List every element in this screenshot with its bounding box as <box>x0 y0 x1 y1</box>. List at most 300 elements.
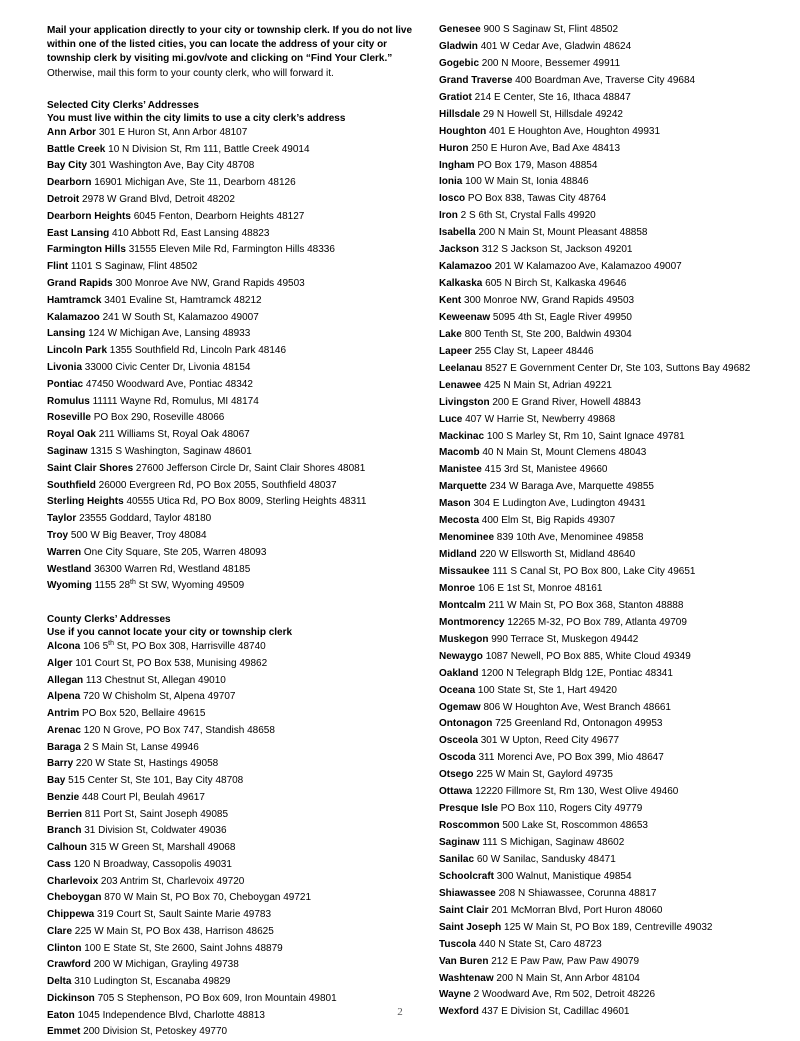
clerk-entry <box>47 924 419 941</box>
clerk-entry <box>439 733 791 750</box>
clerk-entry <box>47 756 419 773</box>
entry-address: 120 N Broadway, Cassopolis 49031 <box>73 858 232 870</box>
entry-name: Dearborn <box>47 177 92 189</box>
clerk-entry <box>47 410 419 427</box>
entry-name: Bay <box>47 775 66 787</box>
entry-name: Cass <box>47 858 71 870</box>
entry-name: Bay City <box>47 160 88 172</box>
entry-name: Houghton <box>439 125 487 137</box>
entry-name: Grand Traverse <box>439 74 513 86</box>
entry-address-part: St, PO Box 308, Harrisville 48740 <box>114 641 266 653</box>
clerk-entry <box>47 790 419 807</box>
entry-name: Alpena <box>47 691 81 703</box>
entry-address: 120 N Grove, PO Box 747, Standish 48658 <box>83 724 275 736</box>
entry-name: Benzie <box>47 791 80 803</box>
clerk-entry <box>47 890 419 907</box>
entry-name: Dearborn Heights <box>47 210 131 222</box>
entry-address: 234 W Baraga Ave, Marquette 49855 <box>489 481 654 493</box>
entry-name: Monroe <box>439 582 476 594</box>
intro-bold-text: Mail your application directly to your city or township clerk. If you do not live within one of the listed cities, you can locate the address of your city or township clerk by visiting mi.gov/vote and clicking on “Find Your Clerk.” <box>47 25 413 65</box>
entry-address: 401 E Houghton Ave, Houghton 49931 <box>488 125 661 137</box>
intro-paragraph <box>47 24 419 81</box>
entry-address: 40 N Main St, Mount Clemens 48043 <box>482 447 647 459</box>
clerk-entry <box>439 700 791 717</box>
clerk-entry <box>439 716 791 733</box>
entry-address-superscript: th <box>130 579 136 587</box>
entry-address: 225 W Main St, PO Box 438, Harrison 48625 <box>74 925 274 937</box>
clerk-entry <box>439 56 791 73</box>
entry-name: Gratiot <box>439 91 472 103</box>
entry-address: 400 Elm St, Big Rapids 49307 <box>481 515 616 527</box>
entry-name: Shiawassee <box>439 887 496 899</box>
entry-name: Romulus <box>47 395 90 407</box>
clerk-entry <box>47 427 419 444</box>
entry-name: Saginaw <box>439 837 480 848</box>
entry-address: 36300 Warren Rd, Westland 48185 <box>94 563 251 575</box>
entry-address: 500 Lake St, Roscommon 48653 <box>502 820 648 832</box>
entry-address: 1315 S Washington, Saginaw 48601 <box>90 445 252 457</box>
entry-address: 200 N Main St, Mount Pleasant 48858 <box>478 227 648 239</box>
entry-name: Sterling Heights <box>47 496 124 508</box>
clerk-entry <box>439 632 791 649</box>
clerk-entry <box>47 941 419 958</box>
entry-name: Oscoda <box>439 752 476 764</box>
entry-name: Van Buren <box>439 955 489 967</box>
entry-address: 106 E 1st St, Monroe 48161 <box>477 582 603 594</box>
entry-name: Newaygo <box>439 650 483 662</box>
clerk-entry <box>439 496 791 513</box>
entry-name: Emmet <box>47 1026 81 1038</box>
entry-address: 211 Williams St, Royal Oak 48067 <box>98 429 250 441</box>
entry-address: 311 Morenci Ave, PO Box 399, Mio 48647 <box>478 752 664 764</box>
clerk-entry <box>439 835 791 852</box>
clerk-entry <box>439 191 791 208</box>
clerk-entry <box>47 823 419 840</box>
entry-name: Manistee <box>439 464 482 476</box>
entry-address: 811 Port St, Saint Joseph 49085 <box>84 808 229 820</box>
clerk-entry <box>439 395 791 412</box>
entry-name: Livingston <box>439 396 490 408</box>
entry-name: Chippewa <box>47 909 95 921</box>
entry-address: 27600 Jefferson Circle Dr, Saint Clair Shores 48081 <box>135 462 366 474</box>
clerk-entry <box>47 874 419 891</box>
entry-address: 415 3rd St, Manistee 49660 <box>484 464 608 476</box>
clerk-entry <box>439 666 791 683</box>
county-section-title: County Clerks’ Addresses <box>47 614 171 626</box>
entry-name: Saginaw <box>47 445 88 457</box>
clerk-entry <box>439 564 791 581</box>
entry-address: 200 Division St, Petoskey 49770 <box>83 1026 228 1038</box>
entry-name: Royal Oak <box>47 429 96 441</box>
clerk-entry <box>439 801 791 818</box>
clerk-entry <box>439 869 791 886</box>
entry-address: 11111 Wayne Rd, Romulus, MI 48174 <box>92 395 259 407</box>
clerk-entry <box>47 673 419 690</box>
entry-name: Branch <box>47 825 82 837</box>
entry-address-part: St SW, Wyoming 49509 <box>135 580 245 592</box>
entry-address: 401 W Cedar Ave, Gladwin 48624 <box>480 40 632 52</box>
clerk-entry <box>439 378 791 395</box>
entry-address: 200 N Moore, Bessemer 49911 <box>481 57 621 69</box>
clerk-entry <box>439 445 791 462</box>
entry-name: Mecosta <box>439 515 480 527</box>
entry-address: PO Box 290, Roseville 48066 <box>93 412 225 424</box>
clerk-entry <box>439 530 791 547</box>
right-column <box>439 22 791 1021</box>
entry-address-part: 1155 28 <box>94 580 131 592</box>
clerk-entry <box>47 394 419 411</box>
clerk-entry <box>47 209 419 226</box>
entry-name: Missaukee <box>439 566 490 577</box>
entry-address: 407 W Harrie St, Newberry 49868 <box>465 413 616 425</box>
entry-name: Lansing <box>47 328 86 340</box>
entry-address: PO Box 179, Mason 48854 <box>477 159 598 171</box>
clerk-entry <box>47 142 419 159</box>
clerk-entry <box>439 242 791 259</box>
entry-name: Roseville <box>47 412 91 424</box>
entry-address: 319 Court St, Sault Sainte Marie 49783 <box>97 909 272 921</box>
entry-name: Warren <box>47 546 82 558</box>
entry-address: 200 W Michigan, Grayling 49738 <box>93 959 239 971</box>
entry-name: Saint Joseph <box>439 921 502 933</box>
clerk-entry <box>47 158 419 175</box>
entry-name: Washtenaw <box>439 972 494 984</box>
entry-address: 500 W Big Beaver, Troy 48084 <box>70 529 207 541</box>
clerk-entry <box>47 656 419 673</box>
entry-name: Mason <box>439 498 471 510</box>
entry-name: Marquette <box>439 481 487 493</box>
entry-name: Iron <box>439 210 458 222</box>
entry-address: 2 S 6th St, Crystal Falls 49920 <box>460 210 596 222</box>
entry-name: Taylor <box>47 513 77 525</box>
clerk-entry <box>47 773 419 790</box>
entry-name: Calhoun <box>47 842 87 854</box>
clerk-entry <box>439 22 791 39</box>
clerk-entry <box>47 377 419 394</box>
entry-name: Menominee <box>439 532 495 544</box>
entry-address: 605 N Birch St, Kalkaska 49646 <box>485 278 627 290</box>
entry-name: Allegan <box>47 674 84 686</box>
entry-address: 60 W Sanilac, Sandusky 48471 <box>476 853 616 865</box>
entry-name: Wyoming <box>47 580 92 592</box>
entry-name: Mackinac <box>439 430 485 442</box>
entry-address: 300 Walnut, Manistique 49854 <box>496 870 632 882</box>
clerk-entry <box>439 954 791 971</box>
entry-name: Troy <box>47 529 69 541</box>
entry-name: Macomb <box>439 447 480 459</box>
entry-address: 250 E Huron Ave, Bad Axe 48413 <box>471 142 621 154</box>
entry-name: Detroit <box>47 194 80 205</box>
clerk-entry <box>439 462 791 479</box>
clerk-entry <box>47 461 419 478</box>
entry-name: Cheboygan <box>47 892 102 904</box>
entry-name: Keweenaw <box>439 311 491 323</box>
clerk-entry <box>439 987 791 1004</box>
entry-address: 301 E Huron St, Ann Arbor 48107 <box>98 126 248 138</box>
entry-name: Otsego <box>439 769 474 781</box>
entry-address: 10 N Division St, Rm 111, Battle Creek 49014 <box>108 143 310 155</box>
entry-name: Baraga <box>47 741 81 753</box>
entry-address: 400 Boardman Ave, Traverse City 49684 <box>515 74 696 86</box>
entry-name: Tuscola <box>439 938 477 950</box>
entry-name: Hillsdale <box>439 108 481 120</box>
entry-address: 839 10th Ave, Menominee 49858 <box>496 532 644 544</box>
entry-address: 301 W Upton, Reed City 49677 <box>480 735 620 747</box>
entry-address: 1200 N Telegraph Bldg 12E, Pontiac 48341 <box>481 667 673 679</box>
clerk-entry <box>47 310 419 327</box>
entry-address: 5095 4th St, Eagle River 49950 <box>492 311 632 323</box>
clerk-entry <box>439 429 791 446</box>
clerk-entry <box>47 840 419 857</box>
entry-address: 220 W Ellsworth St, Midland 48640 <box>479 549 636 561</box>
entry-address: 6045 Fenton, Dearborn Heights 48127 <box>133 210 305 222</box>
entry-name: Wexford <box>439 1006 479 1018</box>
entry-name: Genesee <box>439 24 481 35</box>
clerk-entry <box>439 73 791 90</box>
entry-address: 720 W Chisholm St, Alpena 49707 <box>83 691 236 703</box>
entry-address: 200 E Grand River, Howell 48843 <box>492 396 641 408</box>
clerk-entry <box>439 344 791 361</box>
entry-address: 111 S Canal St, PO Box 800, Lake City 49651 <box>492 566 696 577</box>
clerk-entry <box>439 124 791 141</box>
entry-name: Oceana <box>439 684 476 696</box>
entry-address-superscript: th <box>108 640 114 648</box>
entry-name: Osceola <box>439 735 478 747</box>
entry-address: 201 McMorran Blvd, Port Huron 48060 <box>491 904 663 916</box>
entry-name: Clare <box>47 925 73 937</box>
entry-address: 515 Center St, Ste 101, Bay City 48708 <box>68 775 244 787</box>
entry-address: 2 Woodward Ave, Rm 502, Detroit 48226 <box>473 989 656 1001</box>
page-number: 2 <box>397 1006 403 1018</box>
clerk-entry <box>47 706 419 723</box>
clerk-entry <box>439 90 791 107</box>
entry-address: 8527 E Government Center Dr, Ste 103, Suttons Bay 49682 <box>485 362 751 374</box>
entry-address: 255 Clay St, Lapeer 48446 <box>474 345 594 357</box>
clerk-entry <box>439 971 791 988</box>
clerk-entry <box>439 158 791 175</box>
clerk-entry <box>439 259 791 276</box>
entry-address: PO Box 110, Rogers City 49779 <box>500 803 643 815</box>
entry-name: Huron <box>439 142 469 154</box>
clerk-entry <box>439 852 791 869</box>
entry-name: Roscommon <box>439 820 500 832</box>
clerk-entry <box>47 807 419 824</box>
entry-address: 800 Tenth St, Ste 200, Baldwin 49304 <box>464 328 632 340</box>
entry-address: 201 W Kalamazoo Ave, Kalamazoo 49007 <box>494 261 682 273</box>
entry-name: Wayne <box>439 989 471 1001</box>
entry-name: Luce <box>439 413 463 425</box>
entry-name: Flint <box>47 261 69 273</box>
entry-address: 100 S Marley St, Rm 10, Saint Ignace 49781 <box>486 430 685 442</box>
entry-name: Muskegon <box>439 633 489 645</box>
clerk-entry <box>439 479 791 496</box>
clerk-entry <box>47 957 419 974</box>
entry-name: Dickinson <box>47 992 95 1004</box>
entry-name: Oakland <box>439 667 479 679</box>
clerk-entry <box>439 683 791 700</box>
clerk-entry <box>439 107 791 124</box>
county-clerk-list-left <box>47 639 419 1041</box>
clerk-entry <box>47 528 419 545</box>
entry-address: 31 Division St, Coldwater 49036 <box>84 825 227 837</box>
entry-address: 40555 Utica Rd, PO Box 8009, Sterling Heights 48311 <box>126 496 367 508</box>
clerk-entry <box>47 343 419 360</box>
clerk-entry <box>439 412 791 429</box>
clerk-entry <box>47 276 419 293</box>
clerk-entry <box>439 327 791 344</box>
entry-address: 1087 Newell, PO Box 885, White Cloud 49349 <box>485 650 691 662</box>
county-clerk-list-right <box>439 22 791 1021</box>
entry-name: Livonia <box>47 361 83 373</box>
entry-name: Lenawee <box>439 379 482 391</box>
clerk-entry <box>47 444 419 461</box>
entry-address: 705 S Stephenson, PO Box 609, Iron Mountain 49801 <box>97 992 337 1004</box>
entry-name: Ogemaw <box>439 701 481 713</box>
entry-address: 900 S Saginaw St, Flint 48502 <box>483 24 619 35</box>
entry-address: 806 W Houghton Ave, West Branch 48661 <box>483 701 671 713</box>
entry-address: PO Box 520, Bellaire 49615 <box>82 708 206 720</box>
clerk-entry <box>47 511 419 528</box>
entry-address: 300 Monroe NW, Grand Rapids 49503 <box>464 295 635 306</box>
entry-address: 225 W Main St, Gaylord 49735 <box>476 769 613 781</box>
clerk-entry <box>47 689 419 706</box>
entry-name: Isabella <box>439 227 476 239</box>
entry-address: 301 Washington Ave, Bay City 48708 <box>89 160 255 172</box>
clerk-entry <box>439 174 791 191</box>
entry-address: 100 W Main St, Ionia 48846 <box>465 176 589 188</box>
entry-address: 990 Terrace St, Muskegon 49442 <box>491 633 639 645</box>
clerk-entry <box>439 784 791 801</box>
left-column <box>47 24 419 1041</box>
entry-name: Antrim <box>47 708 80 720</box>
entry-name: Ann Arbor <box>47 126 97 138</box>
entry-name: Saint Clair Shores <box>47 462 134 474</box>
entry-name: Battle Creek <box>47 143 106 155</box>
entry-address: 1045 Independence Blvd, Charlotte 48813 <box>77 1009 265 1021</box>
county-section-subtitle: Use if you cannot locate your city or township clerk <box>47 627 293 639</box>
entry-name: Charlevoix <box>47 875 99 887</box>
entry-name: Ontonagon <box>439 718 493 730</box>
clerk-entry <box>47 478 419 495</box>
clerk-entry <box>47 740 419 757</box>
city-section-title: Selected City Clerks’ Addresses <box>47 99 199 111</box>
entry-name: Kalkaska <box>439 278 483 290</box>
clerk-entry <box>439 920 791 937</box>
entry-address: 31555 Eleven Mile Rd, Farmington Hills 48336 <box>128 244 335 256</box>
entry-address: 124 W Michigan Ave, Lansing 48933 <box>88 328 251 340</box>
entry-address: 448 Court Pl, Beulah 49617 <box>82 791 205 803</box>
entry-address: 3401 Evaline St, Hamtramck 48212 <box>104 294 262 306</box>
clerk-entry <box>439 581 791 598</box>
entry-address: 203 Antrim St, Charlevoix 49720 <box>100 875 245 887</box>
entry-address: 208 N Shiawassee, Corunna 48817 <box>498 887 657 899</box>
entry-name: Kalamazoo <box>439 261 492 273</box>
clerk-entry <box>439 310 791 327</box>
entry-name: Berrien <box>47 808 83 820</box>
entry-name: Westland <box>47 563 92 575</box>
clerk-entry <box>47 242 419 259</box>
entry-name: Montcalm <box>439 599 486 611</box>
entry-address: 47450 Woodward Ave, Pontiac 48342 <box>85 378 253 390</box>
entry-name: Grand Rapids <box>47 277 113 289</box>
city-section-subtitle: You must live within the city limits to use a city clerk’s address <box>47 112 346 124</box>
entry-name: Eaton <box>47 1009 75 1021</box>
entry-address: 312 S Jackson St, Jackson 49201 <box>481 244 633 256</box>
entry-address: 12220 Fillmore St, Rm 130, West Olive 49460 <box>475 786 679 798</box>
clerk-entry <box>439 361 791 378</box>
clerk-entry <box>439 547 791 564</box>
entry-name: Clinton <box>47 942 82 954</box>
entry-name: Farmington Hills <box>47 244 126 256</box>
clerk-entry <box>47 192 419 209</box>
city-clerk-list <box>47 125 419 595</box>
entry-address: 111 S Michigan, Saginaw 48602 <box>482 837 625 848</box>
entry-name: Saint Clair <box>439 904 489 916</box>
entry-address: 410 Abbott Rd, East Lansing 48823 <box>112 227 270 239</box>
clerk-entry <box>439 598 791 615</box>
entry-address: 300 Monroe Ave NW, Grand Rapids 49503 <box>115 277 305 289</box>
entry-address: 16901 Michigan Ave, Ste 11, Dearborn 48126 <box>94 177 296 189</box>
entry-address: 211 W Main St, PO Box 368, Stanton 48888 <box>488 599 684 611</box>
clerk-entry <box>439 818 791 835</box>
clerk-entry <box>439 513 791 530</box>
clerk-entry <box>47 907 419 924</box>
entry-name: Southfield <box>47 479 96 491</box>
city-clerk-entry-wyoming <box>47 578 419 595</box>
clerk-entry <box>439 276 791 293</box>
entry-name: Ionia <box>439 176 463 188</box>
entry-address: 33000 Civic Center Dr, Livonia 48154 <box>84 361 251 373</box>
clerk-entry <box>47 125 419 142</box>
entry-name: Alcona <box>47 641 81 653</box>
entry-address: 26000 Evergreen Rd, PO Box 2055, Southfield 48037 <box>98 479 337 491</box>
entry-address: 725 Greenland Rd, Ontonagon 49953 <box>495 718 663 730</box>
entry-name: Gladwin <box>439 40 478 52</box>
entry-name: Hamtramck <box>47 294 102 306</box>
entry-address: 315 W Green St, Marshall 49068 <box>89 842 236 854</box>
entry-address: 100 E State St, Ste 2600, Saint Johns 48879 <box>84 942 283 954</box>
clerk-entry <box>47 226 419 243</box>
clerk-entry <box>439 767 791 784</box>
entry-name: Lapeer <box>439 345 472 357</box>
entry-address: 220 W State St, Hastings 49058 <box>75 758 219 770</box>
entry-address: 437 E Division St, Cadillac 49601 <box>481 1006 630 1018</box>
clerk-entry <box>47 293 419 310</box>
entry-name: Crawford <box>47 959 91 971</box>
clerk-entry <box>47 326 419 343</box>
clerk-entry <box>47 974 419 991</box>
entry-address: 200 N Main St, Ann Arbor 48104 <box>496 972 640 984</box>
clerk-entry <box>47 545 419 562</box>
entry-address: 425 N Main St, Adrian 49221 <box>484 379 612 391</box>
entry-address: PO Box 838, Tawas City 48764 <box>467 193 607 205</box>
entry-name: Schoolcraft <box>439 870 495 882</box>
clerk-entry <box>439 208 791 225</box>
entry-address: 304 E Ludington Ave, Ludington 49431 <box>473 498 646 510</box>
entry-name: Arenac <box>47 724 81 736</box>
entry-address: One City Square, Ste 205, Warren 48093 <box>83 546 267 558</box>
clerk-entry <box>439 141 791 158</box>
entry-address: 12265 M-32, PO Box 789, Atlanta 49709 <box>507 616 687 628</box>
entry-name: Leelanau <box>439 362 483 374</box>
clerk-entry <box>439 225 791 242</box>
clerk-entry <box>47 1024 419 1041</box>
entry-name: Midland <box>439 549 477 561</box>
entry-address-part: 106 5 <box>83 641 109 653</box>
clerk-entry <box>47 259 419 276</box>
entry-name: Presque Isle <box>439 803 498 815</box>
clerk-entry <box>439 293 791 310</box>
